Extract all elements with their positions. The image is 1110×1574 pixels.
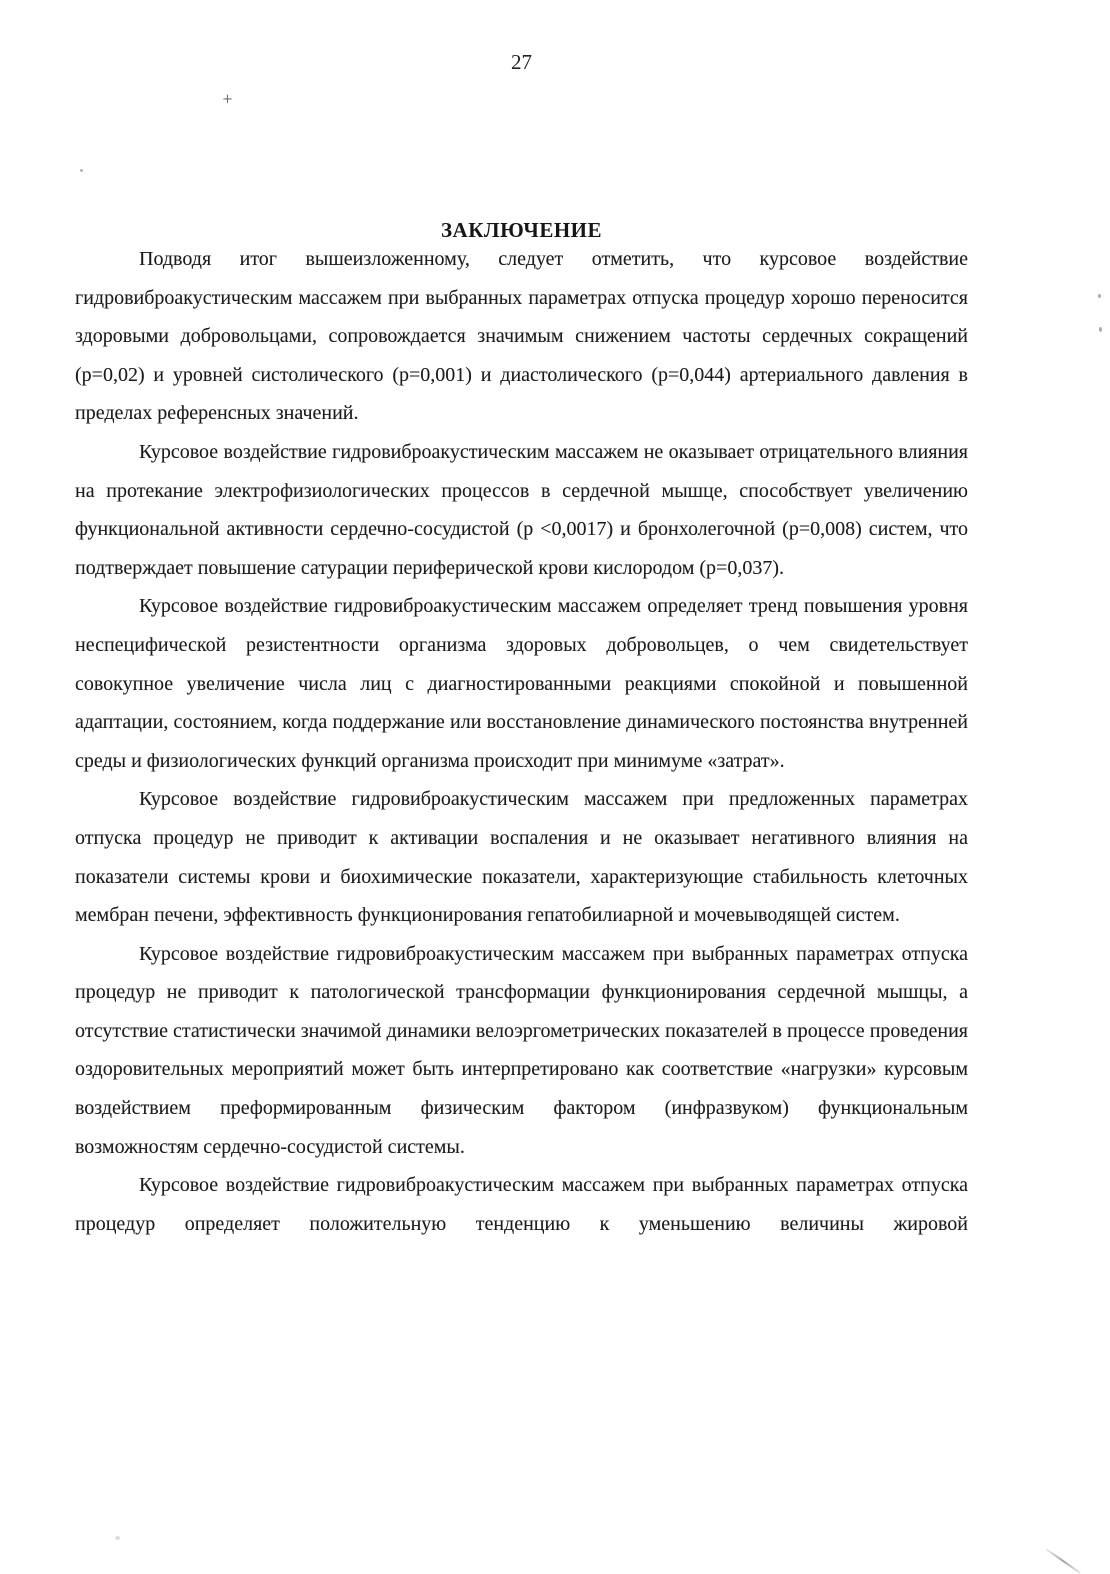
paragraph: Курсовое воздействие гидровиброакустическим массажем при выбранных параметрах отпуска процедур определяет положительную тенденцию к уменьшению величины жировой bbox=[75, 1174, 968, 1235]
page-number: 27 bbox=[511, 50, 532, 74]
scan-speck bbox=[115, 1536, 120, 1540]
paragraph: Курсовое воздействие гидровиброакустическим массажем при выбранных параметрах отпуска процедур не приводит к патологической трансформации функционирования сердечной мышцы, а отсутствие статистически значимой динамики велоэргометрических показателей в процессе проведения оздоровительных мероприятий может быть интерпретировано как соответствие «нагрузки» курсовым воздействием преформированным физическим фактором (инфразвуком) функциональным возможностям сердечно-сосудистой системы. bbox=[75, 942, 968, 1158]
paragraph: Курсовое воздействие гидровиброакустическим массажем определяет тренд повышения уровня неспецифической резистентности организма здоровых добровольцев, о чем свидетельствует совокупное увеличение числа лиц с диагностированными реакциями спокойной и повышенной адаптации, состоянием, когда поддержание или восстановление динамического постоянства внутренней среды и физиологических функций организма происходит при минимуме «затрат». bbox=[75, 595, 968, 772]
scan-speck-cross: + bbox=[222, 92, 233, 107]
scan-speck bbox=[1098, 294, 1101, 298]
scan-scratch-line bbox=[1046, 1548, 1081, 1573]
paragraph: Курсовое воздействие гидровиброакустическим массажем не оказывает отрицательного влияния на протекание электрофизиологических процессов в сердечной мышце, способствует увеличению функциональной активности сердечно-сосудистой (р <0,0017) и бронхолегочной (р=0,008) систем, что подтверждает повышение сатурации периферической крови кислородом (р=0,037). bbox=[75, 440, 968, 579]
scan-speck bbox=[1099, 327, 1102, 332]
section-heading: ЗАКЛЮЧЕНИЕ bbox=[440, 218, 603, 242]
scan-speck bbox=[80, 169, 83, 172]
paragraph: Подводя итог вышеизложенному, следует отметить, что курсовое воздействие гидровиброакустическим массажем при выбранных параметрах отпуска процедур хорошо переносится здоровыми добровольцами, сопровождается значимым снижением частоты сердечных сокращений (р=0,02) и уровней систолического (р=0,001) и диастолического (р=0,044) артериального давления в пределах референсных значений. bbox=[75, 248, 968, 425]
paragraph: Курсовое воздействие гидровиброакустическим массажем при предложенных параметрах отпуска процедур не приводит к активации воспаления и не оказывает негативного влияния на показатели системы крови и биохимические показатели, характеризующие стабильность клеточных мембран печени, эффективность функционирования гепатобилиарной и мочевыводящей систем. bbox=[75, 788, 968, 927]
document-body bbox=[75, 240, 968, 1243]
